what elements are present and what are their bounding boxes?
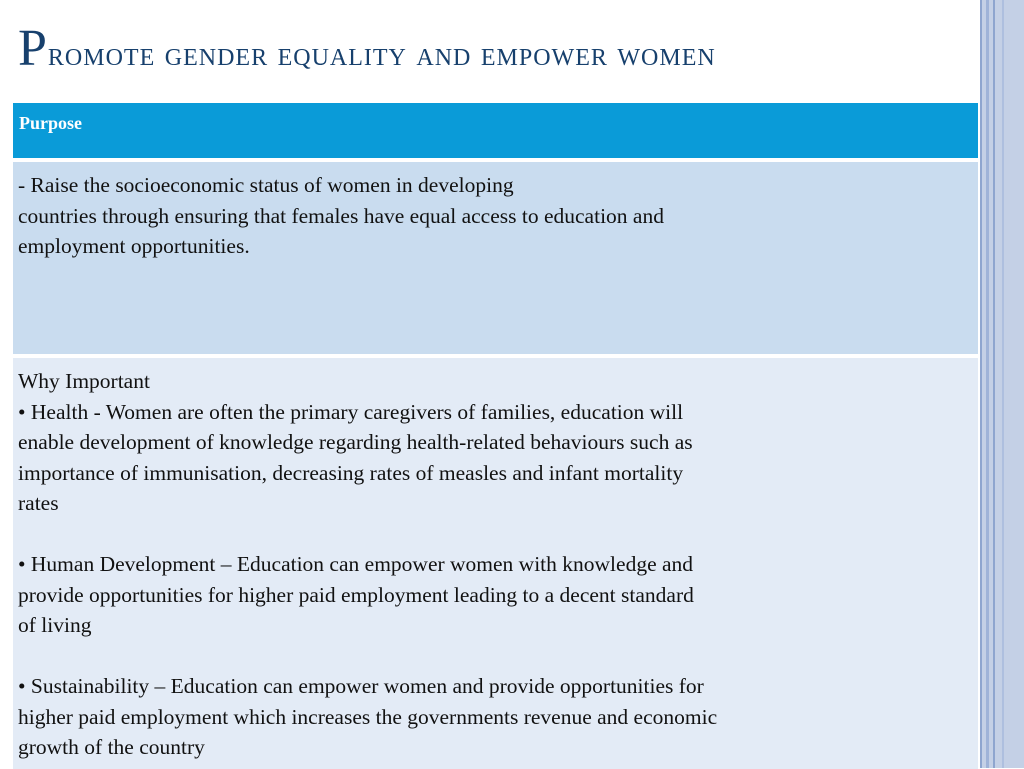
health-point-line: • Health - Women are often the primary caregivers of families, education will <box>18 399 684 424</box>
decorative-stripe <box>993 0 995 768</box>
purpose-line: - Raise the socioeconomic status of women in developing <box>18 173 514 197</box>
content-table <box>12 102 979 768</box>
human-development-point-line: of living <box>18 613 92 637</box>
table-header-purpose: Purpose <box>19 113 82 133</box>
health-point-line: rates <box>18 491 59 515</box>
purpose-line: employment opportunities. <box>18 234 250 258</box>
slide-title <box>18 20 716 77</box>
decorative-stripe <box>1002 0 1004 768</box>
why-important-cell <box>18 366 974 763</box>
purpose-cell <box>18 170 974 262</box>
decorative-stripe <box>980 0 982 768</box>
sustainability-point-line: • Sustainability – Education can empower women and provide opportunities for <box>18 674 704 698</box>
decorative-stripe <box>986 0 989 768</box>
why-important-heading: Why Important <box>18 369 150 393</box>
why-important-row <box>13 358 978 769</box>
health-point-line: importance of immunisation, decreasing rates of measles and infant mortality <box>18 460 684 485</box>
table-header-row <box>13 103 978 160</box>
sustainability-point-line: higher paid employment which increases the governments revenue and economic <box>18 704 718 729</box>
purpose-line: countries through ensuring that females have equal access to education and <box>18 203 664 228</box>
sustainability-point-line: growth of the country <box>18 735 205 759</box>
title-rest: romote gender equality and empower women <box>47 36 716 73</box>
purpose-row <box>13 162 978 356</box>
title-initial: P <box>18 20 48 77</box>
paragraph-gap <box>18 641 974 672</box>
health-point-line: enable development of knowledge regarding health-related behaviours such as <box>18 430 693 454</box>
paragraph-gap <box>18 519 974 550</box>
human-development-point-line: provide opportunities for higher paid employment leading to a decent standard <box>18 582 694 607</box>
human-development-point-line: • Human Development – Education can empower women with knowledge and <box>18 552 694 576</box>
